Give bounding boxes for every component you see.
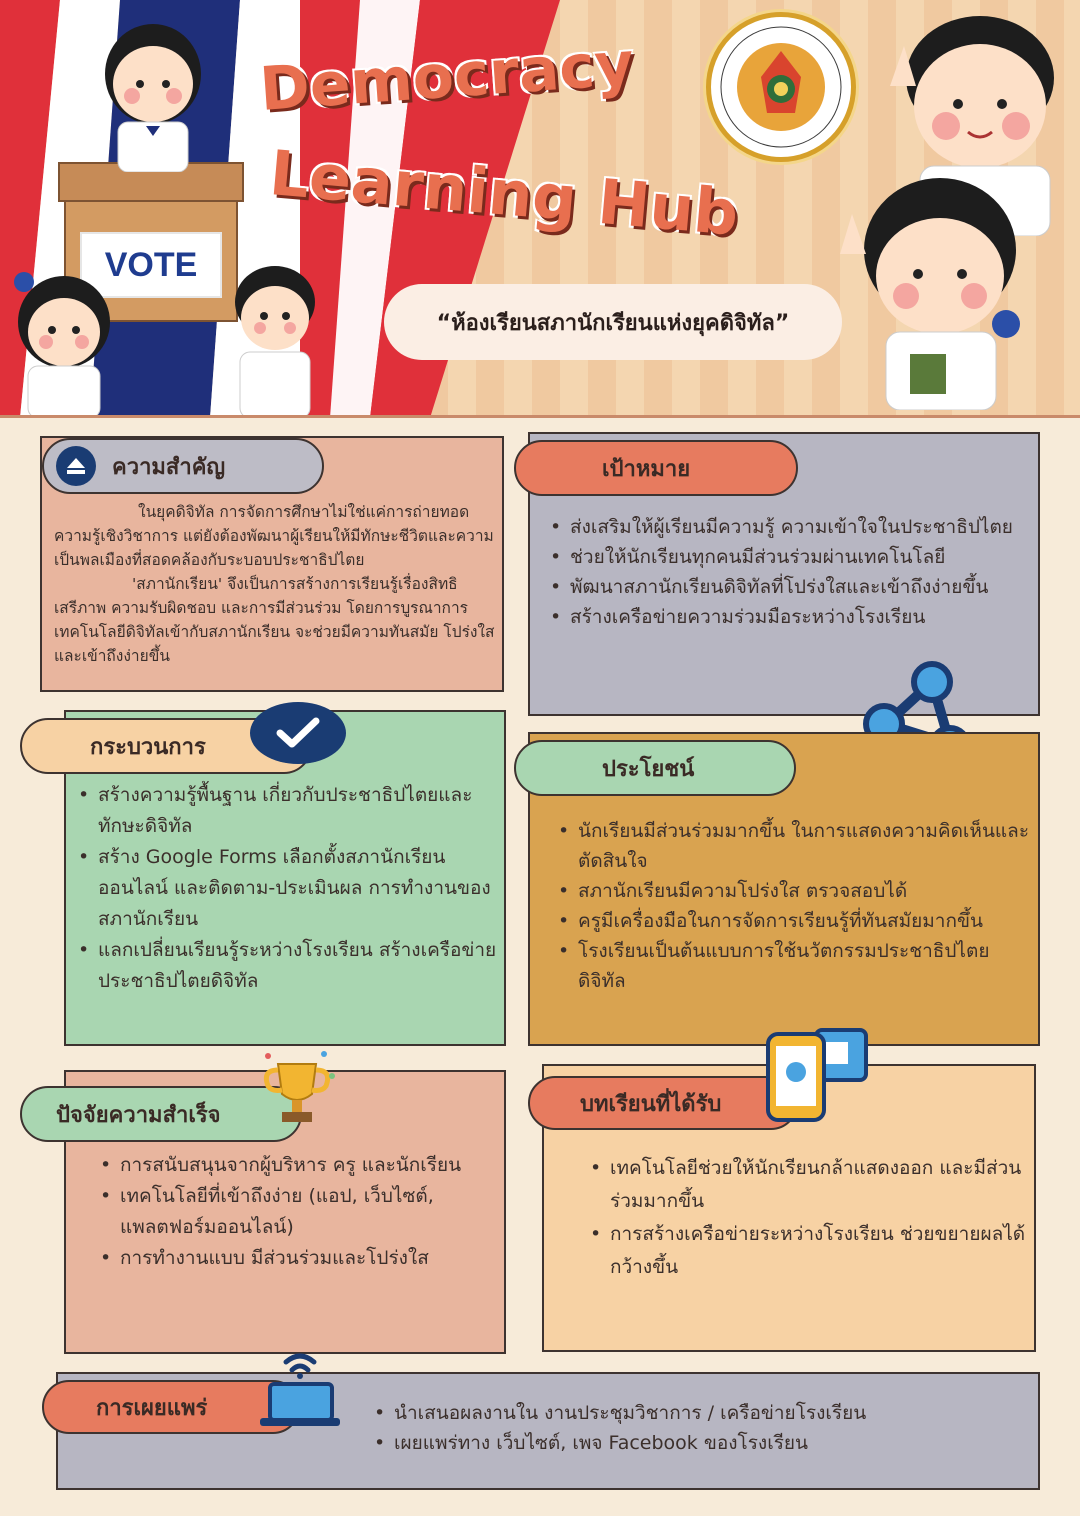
process-title: กระบวนการ [90, 734, 206, 760]
subtitle: “ห้องเรียนสภานักเรียนแห่งยุคดิจิทัล” [384, 284, 842, 360]
vote-label: VOTE [104, 245, 198, 284]
benefits-item: • ครูมีเครื่องมือในการจัดการเรียนรู้ที่ทันสมัยมากขึ้น [556, 906, 1030, 936]
goals-heading [514, 440, 798, 496]
dissemination-title: การเผยแพร่ [96, 1395, 208, 1421]
success-item: • เทคโนโลยีที่เข้าถึงง่าย (แอป, เว็บไซต์, แพลตฟอร์มออนไลน์) [98, 1181, 496, 1243]
title-line-1: Democracy [257, 28, 637, 125]
benefits-item: • นักเรียนมีส่วนร่วมมากขึ้น ในการแสดงความคิดเห็นและตัดสินใจ [556, 816, 1030, 876]
success-item: • การสนับสนุนจากผู้บริหาร ครู และนักเรียน [98, 1150, 496, 1181]
lessons-heading [528, 1076, 798, 1130]
laptop-wifi-icon [256, 1346, 344, 1430]
success-title: ปัจจัยความสำเร็จ [56, 1102, 221, 1128]
benefits-item: • สภานักเรียนมีความโปร่งใส ตรวจสอบได้ [556, 876, 1030, 906]
process-item: • สร้างความรู้พื้นฐาน เกี่ยวกับประชาธิปไตยและทักษะดิจิทัล [76, 780, 500, 842]
goals-item: • พัฒนาสภานักเรียนดิจิทัลที่โปร่งใสและเข้าถึงง่ายขึ้น [548, 572, 1028, 602]
trophy-icon [254, 1046, 340, 1132]
benefits-item: • โรงเรียนเป็นต้นแบบการใช้นวัตกรรมประชาธิปไตยดิจิทัล [556, 936, 1030, 996]
smartphone-icon [762, 1024, 874, 1124]
student-girl-waving [4, 262, 124, 418]
eject-icon [56, 446, 96, 486]
check-icon [250, 702, 346, 764]
success-list [98, 1150, 496, 1274]
importance-paragraph-1: ในยุคดิจิทัล การจัดการศึกษาไม่ใช่แค่การถ่ายทอดความรู้เชิงวิชาการ แต่ยังต้องพัฒนาผู้เรียนให้มีทักษะชีวิตและความเป็นพลเมืองที่สอดคล้องกับระบอบประชาธิปไตย [54, 503, 494, 569]
dissemination-item: • นำเสนอผลงานใน งานประชุมวิชาการ / เครือข่ายโรงเรียน [372, 1398, 1022, 1428]
benefits-title: ประโยชน์ [602, 756, 695, 782]
process-item: • สร้าง Google Forms เลือกตั้งสภานักเรียนออนไลน์ และติดตาม-ประเมินผล การทำงานของสภานักเรียน [76, 842, 500, 935]
goals-item: • ช่วยให้นักเรียนทุกคนมีส่วนร่วมผ่านเทคโนโลยี [548, 542, 1028, 572]
dissemination-item: • เผยแพร่ทาง เว็บไซต์, เพจ Facebook ของโรงเรียน [372, 1428, 1022, 1458]
main-title [250, 28, 770, 250]
lessons-item: • การสร้างเครือข่ายระหว่างโรงเรียน ช่วยขยายผลได้กว้างขึ้น [588, 1218, 1028, 1284]
header-banner [0, 0, 1080, 418]
lessons-list [588, 1152, 1028, 1284]
benefits-list [556, 816, 1030, 996]
student-boy-waving [220, 252, 330, 418]
goals-item: • ส่งเสริมให้ผู้เรียนมีความรู้ ความเข้าใจในประชาธิปไตย [548, 512, 1028, 542]
lessons-item: • เทคโนโลยีช่วยให้นักเรียนกล้าแสดงออก และมีส่วนร่วมมากขึ้น [588, 1152, 1028, 1218]
student-girl-with-book [836, 164, 1036, 410]
student-girl-voting [88, 12, 218, 172]
goals-title: เป้าหมาย [602, 456, 691, 482]
process-list [76, 780, 500, 997]
importance-paragraph-2: 'สภานักเรียน' จึงเป็นการสร้างการเรียนรู้เรื่องสิทธิ เสรีภาพ ความรับผิดชอบ และการมีส่วนร่วม โดยการบูรณาการเทคโนโลยีดิจิทัลเข้ากับสภานักเรียน จะช่วยมีความทันสมัย โปร่งใส และเข้าถึงง่ายขึ้น [54, 575, 495, 665]
success-item: • การทำงานแบบ มีส่วนร่วมและโปร่งใส [98, 1243, 496, 1274]
benefits-heading [514, 740, 796, 796]
lessons-title: บทเรียนที่ได้รับ [580, 1091, 722, 1117]
goals-list [548, 512, 1028, 632]
importance-title: ความสำคัญ [112, 454, 226, 480]
goals-item: • สร้างเครือข่ายความร่วมมือระหว่างโรงเรียน [548, 602, 1028, 632]
process-item: • แลกเปลี่ยนเรียนรู้ระหว่างโรงเรียน สร้างเครือข่ายประชาธิปไตยดิจิทัล [76, 935, 500, 997]
dissemination-list [372, 1398, 1022, 1458]
importance-body [54, 500, 496, 668]
title-line-2: Learning Hub [266, 136, 742, 250]
